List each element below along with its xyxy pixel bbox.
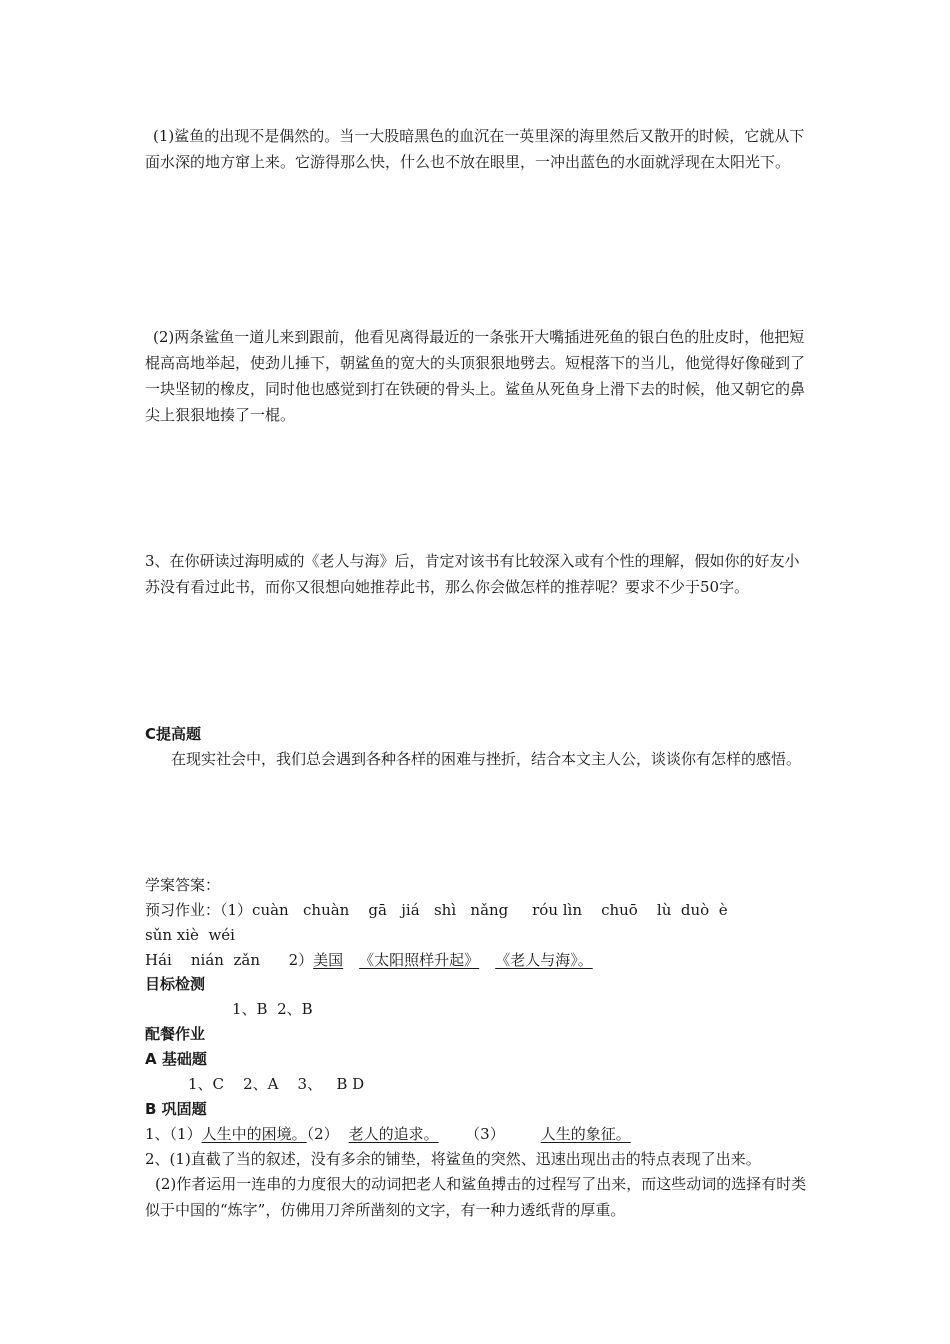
b2-line-2: (2)作者运用一连串的力度很大的动词把老人和鲨鱼搏击的过程写了出来，而这些动词的选择有时类似于中国的“炼字”，仿佛用刀斧所凿刻的文字，有一种力透纸背的厚重。: [145, 1175, 807, 1219]
b1-answer-1: 人生中的困境。: [201, 1125, 307, 1143]
preview-prefix: Hái nián zǎn 2）: [145, 951, 314, 969]
passage-2: (2)两条鲨鱼一道儿来到跟前，他看见离得最近的一条张开大嘴插进死鱼的银白色的肚皮时，他把短棍高高地举起，使劲儿捶下，朝鲨鱼的宽大的头顶狠狠地劈去。短棍落下的当儿，他觉得好像碰到了一块坚韧的橡皮，同时他也感觉到打在铁硬的骨头上。鲨鱼从死鱼身上滑下去的时候，他又朝它的鼻尖上狠狠地揍了一棍。: [145, 328, 806, 424]
b2-line-1: 2、(1)直截了当的叙述，没有多余的铺垫，将鲨鱼的突然、迅速出现出击的特点表现了出来。: [145, 1150, 761, 1168]
b1-mid-1: （2）: [306, 1125, 339, 1143]
answer-book-2: 《老人与海》。: [495, 951, 593, 969]
b1-answer-3: 人生的象征。: [540, 1125, 631, 1143]
answer-country: 美国: [313, 951, 344, 969]
target-answers: 1、B 2、B: [232, 1000, 313, 1018]
a-title: A 基础题: [145, 1050, 207, 1068]
b1-line: [145, 1122, 631, 1146]
homework-title: 配餐作业: [145, 1025, 206, 1043]
preview-line-1: 预习作业：（1）cuàn chuàn gā jiá shì nǎng róu lìn chuō lù duò è: [145, 901, 728, 919]
a-answers: 1、C 2、A 3、 B D: [188, 1075, 365, 1093]
answer-book-1: 《太阳照样升起》: [359, 951, 480, 969]
b1-mid-2: （3）: [472, 1125, 505, 1143]
b-title: B 巩固题: [145, 1100, 207, 1118]
preview-line-2: sǔn xiè wéi: [145, 926, 235, 944]
section-c-text: 在现实社会中，我们总会遇到各种各样的困难与挫折，结合本文主人公，谈谈你有怎样的感悟。: [171, 750, 802, 768]
b1-prefix: 1、（1）: [145, 1125, 202, 1143]
answers-title: 学案答案：: [145, 876, 221, 894]
preview-line-3: [145, 948, 593, 972]
passage-1: (1)鲨鱼的出现不是偶然的。当一大股暗黑色的血沉在一英里深的海里然后又散开的时候，它就从下面水深的地方窜上来。它游得那么快，什么也不放在眼里，一冲出蓝色的水面就浮现在太阳光下。: [145, 127, 805, 171]
target-title: 目标检测: [145, 975, 206, 993]
question-3: 3、在你研读过海明威的《老人与海》后，肯定对该书有比较深入或有个性的理解，假如你的好友小苏没有看过此书，而你又很想向她推荐此书，那么你会做怎样的推荐呢？要求不少于50字。: [145, 552, 800, 596]
b1-answer-2: 老人的追求。: [348, 1125, 439, 1143]
section-c-title: C提高题: [145, 725, 202, 743]
